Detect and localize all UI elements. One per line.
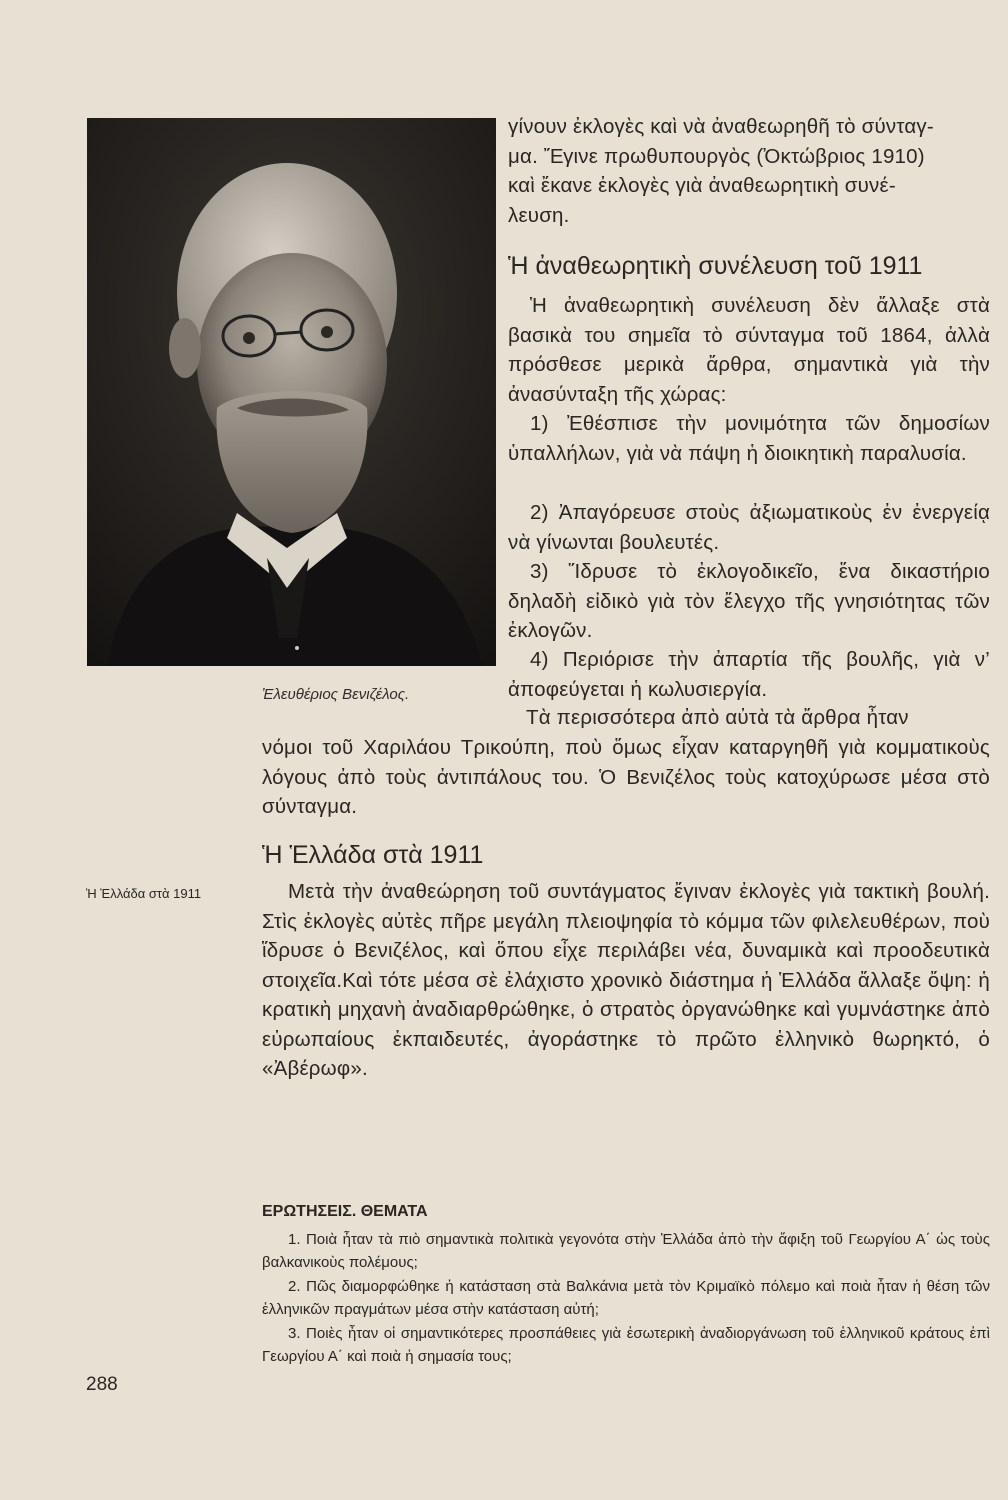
paragraph-revision-intro: Ἡ ἀναθεωρητικὴ συνέλευση δὲν ἄλλαξε στὰ βασικὰ του σημεῖα τὸ σύνταγμα τοῦ 1864, ἀλλὰ πρόσθεσε μερικὰ ἄρθρα, σημαντικὰ γιὰ τὴν ἀνασύνταξη τῆς χώρας: [508, 294, 990, 406]
list-item-4: 4) Περιόρισε τὴν ἀπαρτία τῆς βουλῆς, γιὰ ν’ ἀποφεύγεται ἡ κωλυσιεργία. [508, 648, 990, 701]
paragraph-trikoupis-first-line: Τὰ περισσότερα ἀπὸ αὐτὰ τὰ ἄρθρα ἦταν [526, 706, 909, 729]
list-item-1: 1) Ἐθέσπισε τὴν μονιμότητα τῶν δημοσίων ὑπαλλήλων, γιὰ νὰ πάψη ἡ διοικητικὴ παραλυσία. [508, 412, 990, 465]
section-heading-revision-assembly: Ἡ ἀναθεωρητικὴ συνέλευση τοῦ 1911 [508, 252, 923, 280]
portrait-photo [87, 118, 496, 666]
photo-caption: Ἐλευθέριος Βενιζέλος. [262, 686, 410, 703]
section-heading-greece-1911: Ἡ Ἑλλάδα στὰ 1911 [262, 841, 484, 869]
paragraph-trikoupis-rest: νόμοι τοῦ Χαριλάου Τρικούπη, ποὺ ὅμως εἶχαν καταργηθῆ γιὰ κομματικοὺς λόγους ἀπὸ τοὺς ἀντιπάλους του. Ὁ Βενιζέλος τοὺς κατοχύρωσε μέσα στὸ σύνταγμα. [262, 736, 990, 818]
portrait-image [87, 118, 496, 666]
paragraph-continued-line-4: λευση. [508, 204, 570, 227]
question-2: 2. Πῶς διαμορφώθηκε ἡ κατάσταση στὰ Βαλκάνια μετὰ τὸν Κριμαϊκὸ πόλεμο καὶ ποιὰ ἦταν ἡ θέση τῶν ἑλληνικῶν πραγμάτων μέσα στὴν κατάσταση αὐτή; [262, 1278, 990, 1318]
question-1: 1. Ποιὰ ἦταν τὰ πιὸ σημαντικὰ πολιτικὰ γεγονότα στὴν Ἑλλάδα ἀπὸ τὴν ἄφιξη τοῦ Γεωργίου Α΄ ὡς τοὺς βαλκανικοὺς πολέμους; [262, 1231, 990, 1271]
paragraph-greece-1911: Μετὰ τὴν ἀναθεώρηση τοῦ συντάγματος ἔγιναν ἐκλογὲς γιὰ τακτικὴ βουλή. Στὶς ἐκλογὲς αὐτὲς πῆρε μεγάλη πλειοψηφία τὸ κόμμα τῶν φιλελευθέρων, ποὺ ἵδρυσε ὁ Βενιζέλος, καὶ ὅπου εἶχε περιλάβει νέα, δυναμικὰ καὶ προοδευτικὰ στοιχεῖα.Καὶ τότε μέσα σὲ ἐλάχιστο χρονικὸ διάστημα ἡ Ἑλλάδα ἄλλαξε ὄψη: ἡ κρατικὴ μηχανὴ ἀναδιαρθρώθηκε, ὁ στρατὸς ὀργανώθηκε καὶ γυμνάστηκε ἀπὸ εὐρωπαίους ἐκπαιδευτές, ἀγοράστηκε τὸ πρῶτο ἑλληνικὸ θωρηκτό, ὁ «Ἀβέρωφ». [262, 880, 990, 1080]
questions-title: ΕΡΩΤΗΣΕΙΣ. ΘΕΜΑΤΑ [262, 1203, 428, 1220]
list-item-3: 3) Ἵδρυσε τὸ ἐκλογοδικεῖο, ἕνα δικαστήριο δηλαδὴ εἰδικὸ γιὰ τὸν ἔλεγχο τῆς γνησιότητας τῶν ἐκλογῶν. [508, 560, 990, 642]
page-number: 288 [86, 1374, 118, 1395]
list-item-2: 2) Ἀπαγόρευσε στοὺς ἀξιωματικοὺς ἐν ἐνεργείᾳ νὰ γίνωνται βουλευτές. [508, 501, 990, 554]
question-3: 3. Ποιὲς ἦταν οἱ σημαντικότερες προσπάθειες γιὰ ἐσωτερικὴ ἀναδιοργάνωση τοῦ ἑλληνικοῦ κράτους ἐπὶ Γεωργίου Α΄ καὶ ποιὰ ἡ σημασία τους; [262, 1325, 990, 1365]
paragraph-continued-line-2: μα. Ἔγινε πρωθυπουργὸς (Ὀκτώβριος 1910) [508, 145, 925, 168]
margin-note: Ἡ Ἑλλάδα στὰ 1911 [86, 886, 202, 901]
paragraph-continued-line-3: καὶ ἔκανε ἐκλογὲς γιὰ ἀναθεωρητικὴ συνέ- [508, 174, 896, 197]
paragraph-continued-line-1: γίνουν ἐκλογὲς καὶ νὰ ἀναθεωρηθῆ τὸ σύνταγ- [508, 115, 934, 138]
